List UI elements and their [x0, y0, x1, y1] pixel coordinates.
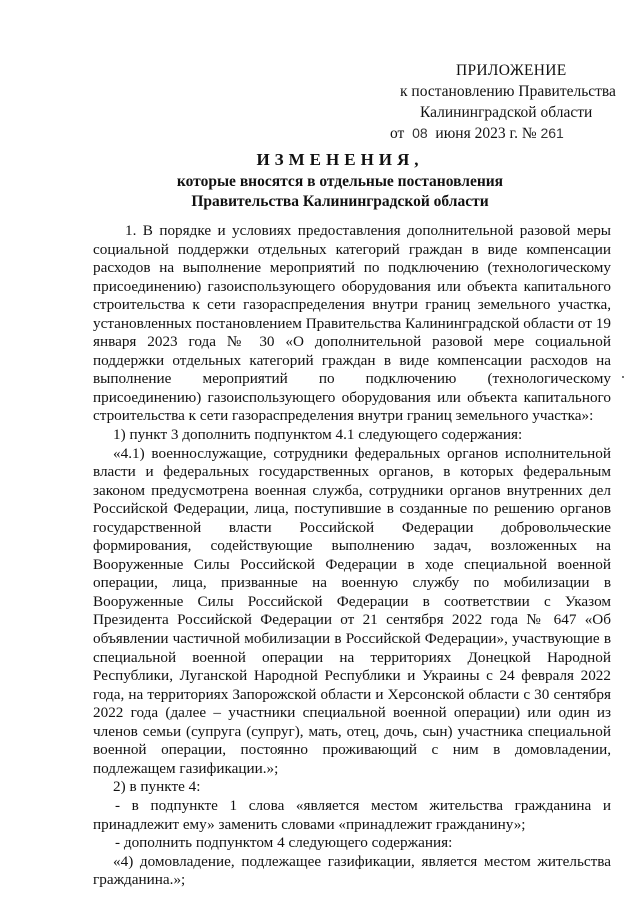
- scan-speck: [622, 376, 624, 378]
- paragraph-2: 1) пункт 3 дополнить подпунктом 4.1 следующего содержания:: [113, 426, 523, 444]
- paragraph-1: 1. В порядке и условиях предоставления дополнительной разовой меры социальной поддержки отдельных категорий граждан в виде компенсации расходов на выполнение мероприятий по подключению (технологическому присоединению) газоиспользующего оборудования или объекта капитального строительства к сети газораспределения внутри границ земельного участка, установленных постановлением Правительства Калининградской области от 19 января 2023 года № 30 «О дополнительной разовой мере социальной поддержки отдельных категорий граждан в виде компенсации расходов на выполнение мероприятий по подключению (технологическому присоединению) газоиспользующего оборудования или объекта капитального строительства к сети газораспределения внутри границ земельного участка»:: [93, 222, 611, 425]
- document-body: [93, 222, 611, 890]
- paragraph-3: «4.1) военнослужащие, сотрудники федеральных органов исполнительной власти и федеральных государственных органов, в которых федеральным законом предусмотрена военная служба, сотрудники органов внутренних дел Российской Федерации, лица, поступившие в созданные по решению органов государственной власти Российской Федерации добровольческие формирования, содействующие выполнению задач, возложенных на Вооруженные Силы Российской Федерации в ходе специальной военной операции, лица, призванные на военную службу по мобилизации в Вооруженные Силы Российской Федерации в соответствии с Указом Президента Российской Федерации от 21 сентября 2022 года № 647 «Об объявлении частичной мобилизации в Российской Федерации», участвующие в специальной военной операции на территориях Донецкой Народной Республики, Луганской Народной Республики и Украины с 24 февраля 2022 года, на территориях Запорожской области и Херсонской области с 30 сентября 2022 года (далее – участники специальной военной операции) или один из членов семьи (супруга (супруг), мать, отец, дочь, сын) участника специальной военной операции, постоянно проживающий с ним в домовладении, подлежащем газификации.»;: [93, 444, 611, 777]
- document-heading: [90, 150, 590, 212]
- paragraph-5: - в подпункте 1 слова «является местом жительства гражданина и принадлежит ему» заменить словами «принадлежит гражданину»;: [93, 796, 611, 833]
- date-rest: июня 2023 г. №: [435, 125, 537, 142]
- heading-title: ИЗМЕНЕНИЯ,: [256, 150, 424, 169]
- paragraph-7: «4) домовладение, подлежащее газификации, является местом жительства гражданина.»;: [93, 852, 611, 889]
- paragraph-4: 2) в пункте 4:: [113, 778, 201, 796]
- appendix-block: [390, 60, 630, 144]
- appendix-line-resolution: к постановлению Правительства: [400, 83, 616, 100]
- document-number: 261: [540, 125, 564, 141]
- date-day: 08: [412, 125, 428, 141]
- heading-line-3: Правительства Калининградской области: [191, 193, 489, 210]
- heading-line-2: которые вносятся в отдельные постановления: [176, 173, 504, 190]
- appendix-date-line: [390, 123, 630, 144]
- paragraph-6: - дополнить подпунктом 4 следующего содержания:: [115, 834, 453, 852]
- appendix-title: ПРИЛОЖЕНИЕ: [456, 62, 567, 79]
- date-prefix: от: [390, 125, 405, 142]
- appendix-line-region: Калининградской области: [420, 104, 593, 121]
